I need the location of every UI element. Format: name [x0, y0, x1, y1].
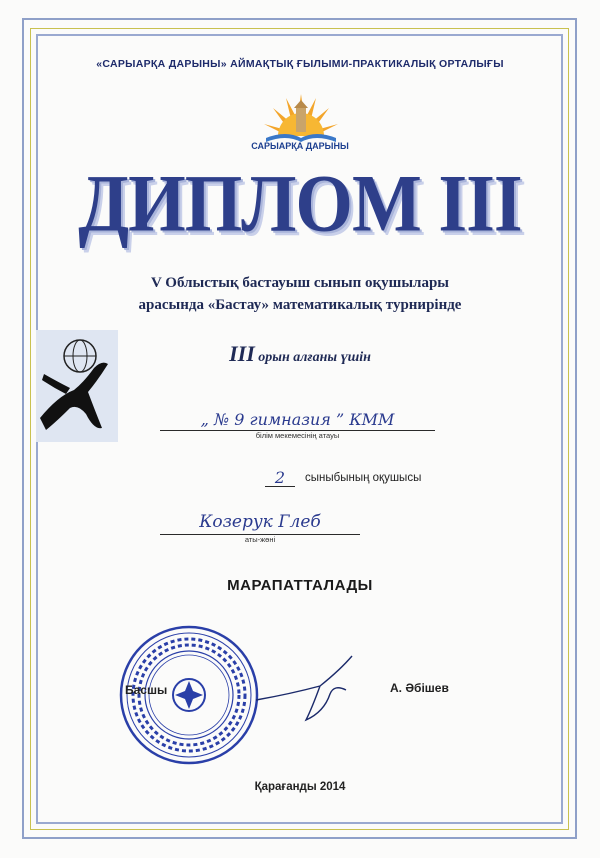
student-name-field: Козерук Глеб	[160, 512, 360, 535]
school-name-field: „ № 9 гимназия ” КММ	[160, 410, 435, 431]
description-line-1: V Облыстық бастауыш сынып оқушылары	[150, 275, 450, 291]
grade-field: 2	[265, 468, 295, 487]
description-line-2: арасында «Бастау» математикалық турнирінде	[138, 297, 462, 313]
handwritten-signature	[250, 650, 360, 725]
signer-name: А. Әбішев	[390, 681, 449, 695]
place-line	[60, 341, 540, 367]
student-caption: аты-жөні	[244, 535, 276, 544]
school-caption: білім мекемесінің атауы	[255, 431, 340, 440]
place-number: III	[229, 341, 255, 366]
tournament-description	[60, 272, 540, 316]
diploma-title: ДИПЛОМ III	[78, 158, 522, 250]
signature-label: Басшы	[125, 683, 168, 697]
place-text: орын алғаны үшін	[258, 350, 371, 365]
logo-caption: САРЫАРҚА ДАРЫНЫ	[251, 141, 349, 151]
globe-figure-icon	[36, 330, 118, 442]
award-text: МАРАПАТТАЛАДЫ	[227, 577, 373, 594]
place-and-date: Қарағанды 2014	[254, 781, 346, 793]
grade-text: сыныбының оқушысы	[305, 472, 422, 484]
organization-name: «САРЫАРҚА ДАРЫНЫ» АЙМАҚТЫҚ ҒЫЛЫМИ-ПРАКТИКАЛЫҚ ОРТАЛЫҒЫ	[96, 58, 504, 70]
